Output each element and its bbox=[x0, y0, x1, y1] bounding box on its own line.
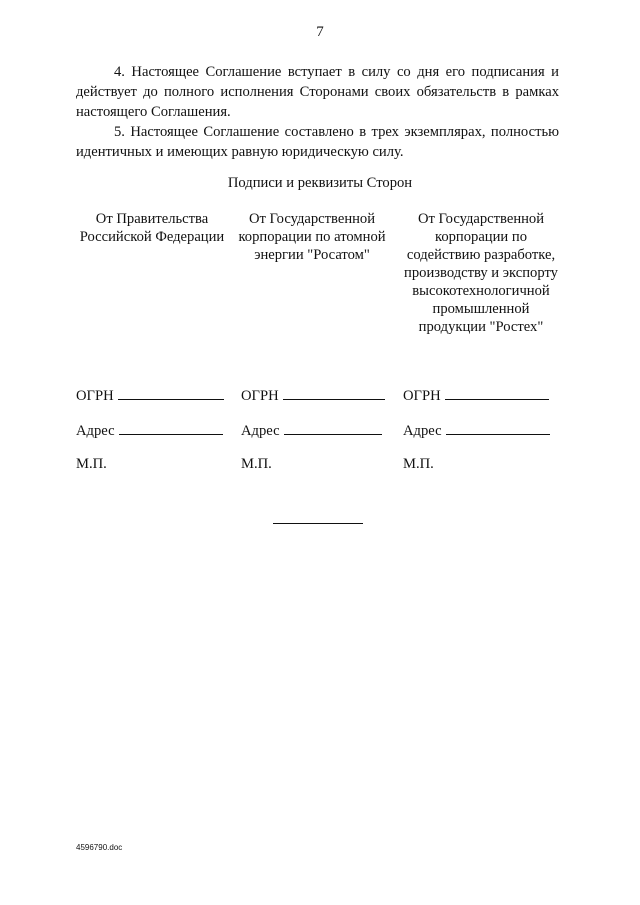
party-line: От Государственной bbox=[248, 211, 376, 227]
paragraph-5: 5. Настоящее Соглашение составлено в трех экземплярах, полностью идентичных и имеющих равную юридическую силу. bbox=[76, 124, 559, 160]
ogrn-blank-line bbox=[283, 385, 385, 400]
seal-place-rostec: М.П. bbox=[403, 456, 434, 472]
seal-place-rosatom: М.П. bbox=[241, 456, 272, 472]
signatures-title: Подписи и реквизиты Сторон bbox=[227, 175, 413, 191]
party-line: корпорации по атомной bbox=[238, 229, 386, 245]
party-line: От Правительства bbox=[95, 211, 209, 227]
paragraph-4: 4. Настоящее Соглашение вступает в силу со дня его подписания и действует до полного исполнения Сторонами своих обязательств в рамках настоящего Соглашения. bbox=[76, 64, 559, 120]
address-field-rostec bbox=[403, 420, 550, 440]
address-label: Адрес bbox=[403, 423, 442, 439]
address-field-government bbox=[76, 420, 223, 440]
address-label: Адрес bbox=[76, 423, 115, 439]
address-blank-line bbox=[446, 420, 550, 435]
ogrn-blank-line bbox=[118, 385, 224, 400]
party-line: От Государственной bbox=[417, 211, 545, 227]
address-blank-line bbox=[284, 420, 382, 435]
seal-place-government: М.П. bbox=[76, 456, 107, 472]
ogrn-field-government bbox=[76, 385, 224, 405]
ogrn-field-rosatom bbox=[241, 385, 385, 405]
party-line: высокотехнологичной bbox=[412, 283, 550, 299]
party-rosatom bbox=[236, 210, 388, 264]
end-of-document-rule bbox=[273, 523, 363, 524]
agreement-body bbox=[76, 62, 559, 162]
party-line: Российской Федерации bbox=[79, 229, 225, 245]
address-blank-line bbox=[119, 420, 223, 435]
party-line: продукции "Ростех" bbox=[418, 319, 544, 335]
party-line: производству и экспорту bbox=[404, 265, 558, 281]
address-field-rosatom bbox=[241, 420, 382, 440]
party-line: содействию разработке, bbox=[406, 247, 556, 263]
party-line: энергии "Росатом" bbox=[254, 247, 370, 263]
ogrn-label: ОГРН bbox=[403, 388, 441, 404]
document-code: 4596790.doc bbox=[76, 843, 123, 852]
party-rostec bbox=[396, 210, 566, 336]
ogrn-field-rostec bbox=[403, 385, 549, 405]
party-line: корпорации по bbox=[434, 229, 527, 245]
address-label: Адрес bbox=[241, 423, 280, 439]
party-line: промышленной bbox=[432, 301, 530, 317]
ogrn-label: ОГРН bbox=[76, 388, 114, 404]
party-government bbox=[74, 210, 230, 246]
ogrn-label: ОГРН bbox=[241, 388, 279, 404]
page-number: 7 bbox=[316, 24, 324, 40]
ogrn-blank-line bbox=[445, 385, 549, 400]
